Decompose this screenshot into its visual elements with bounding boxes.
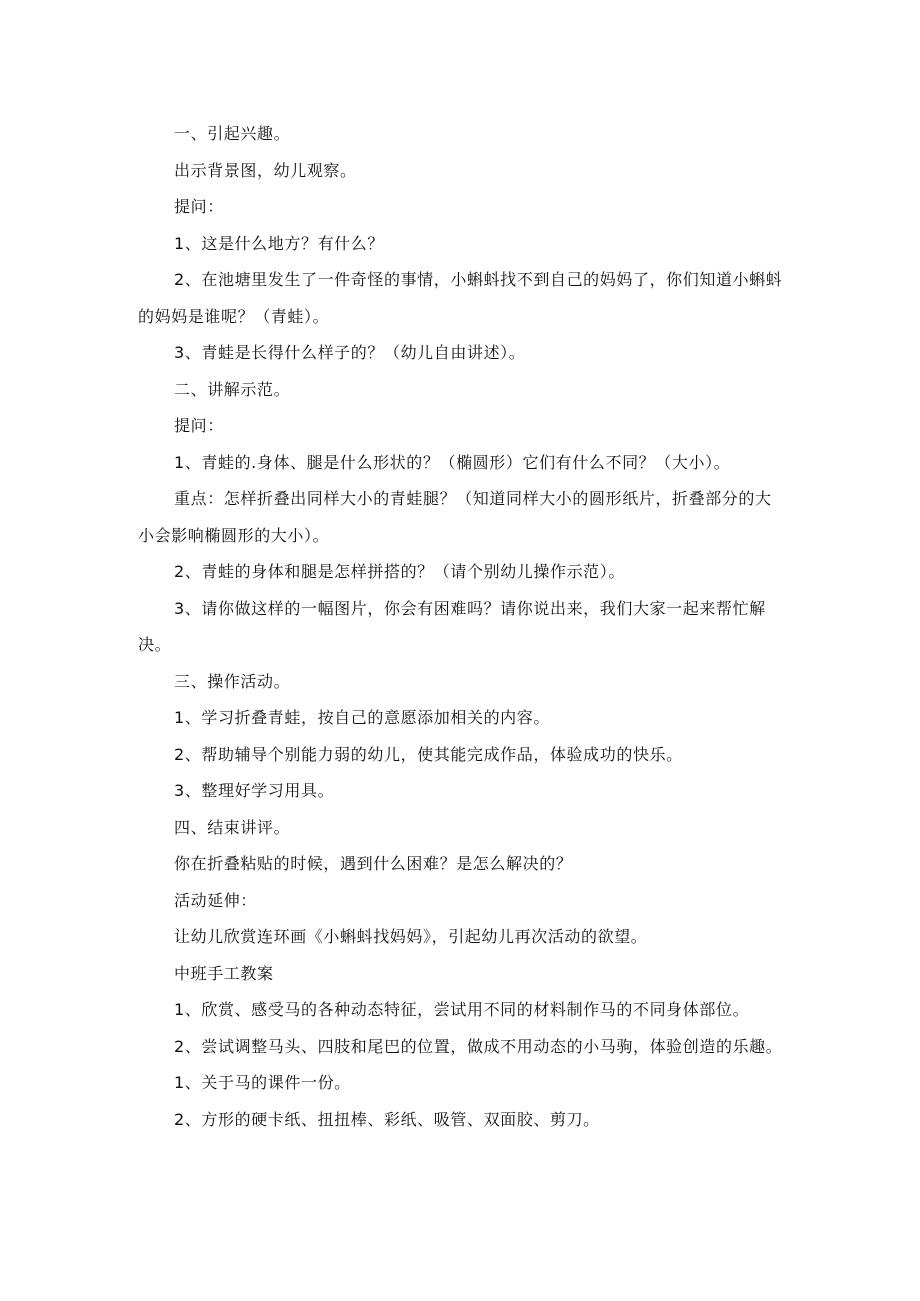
list-item: 1、关于马的课件一份。 <box>174 1073 351 1092</box>
list-item: 3、整理好学习用具。 <box>174 781 335 800</box>
list-item: 2、在池塘里发生了一件奇怪的事情，小蝌蚪找不到自己的妈妈了，你们知道小蝌蚪的妈妈是谁呢？（青蛙）。 <box>138 270 783 326</box>
list-item: 1、欣赏、感受马的各种动态特征，尝试用不同的材料制作马的不同身体部位。 <box>174 1000 750 1019</box>
list-item: 2、青蛙的身体和腿是怎样拼搭的？（请个别幼儿操作示范）。 <box>174 562 625 581</box>
section-heading-4: 四、结束讲评。 <box>174 817 291 837</box>
paragraph: 重点：怎样折叠出同样大小的青蛙腿？（知道同样大小的圆形纸片，折叠部分的大小会影响椭圆形的大小）。 <box>138 489 772 545</box>
lesson-title: 中班手工教案 <box>174 963 274 983</box>
paragraph: 出示背景图，幼儿观察。 <box>174 160 357 180</box>
section-heading-3: 三、操作活动。 <box>174 671 291 691</box>
section-heading-1: 一、引起兴趣。 <box>174 124 291 143</box>
paragraph: 活动延伸： <box>174 890 258 910</box>
list-item: 2、方形的硬卡纸、扭扭棒、彩纸、吸管、双面胶、剪刀。 <box>174 1109 600 1129</box>
list-item: 1、学习折叠青蛙，按自己的意愿添加相关的内容。 <box>174 708 550 727</box>
list-item: 2、尝试调整马头、四肢和尾巴的位置，做成不用动态的小马驹，体验创造的乐趣。 <box>174 1036 783 1056</box>
paragraph: 让幼儿欣赏连环画《小蝌蚪找妈妈》，引起幼儿再次活动的欲望。 <box>174 927 648 946</box>
list-item: 1、青蛙的.身体、腿是什么形状的？（椭圆形）它们有什么不同？（大小）。 <box>174 452 731 472</box>
paragraph: 提问： <box>174 416 224 435</box>
paragraph: 你在折叠粘贴的时候，遇到什么困难？是怎么解决的？ <box>174 854 573 873</box>
section-heading-2: 二、讲解示范。 <box>174 379 291 399</box>
list-item: 3、请你做这样的一幅图片，你会有困难吗？请你说出来，我们大家一起来帮忙解决。 <box>138 598 766 654</box>
document-body <box>138 116 788 1138</box>
list-item: 1、这是什么地方？有什么？ <box>174 233 384 253</box>
list-item: 3、青蛙是长得什么样子的？（幼儿自由讲述）。 <box>174 343 526 362</box>
list-item: 2、帮助辅导个别能力弱的幼儿，使其能完成作品，体验成功的快乐。 <box>174 744 683 764</box>
paragraph: 提问： <box>174 197 224 216</box>
